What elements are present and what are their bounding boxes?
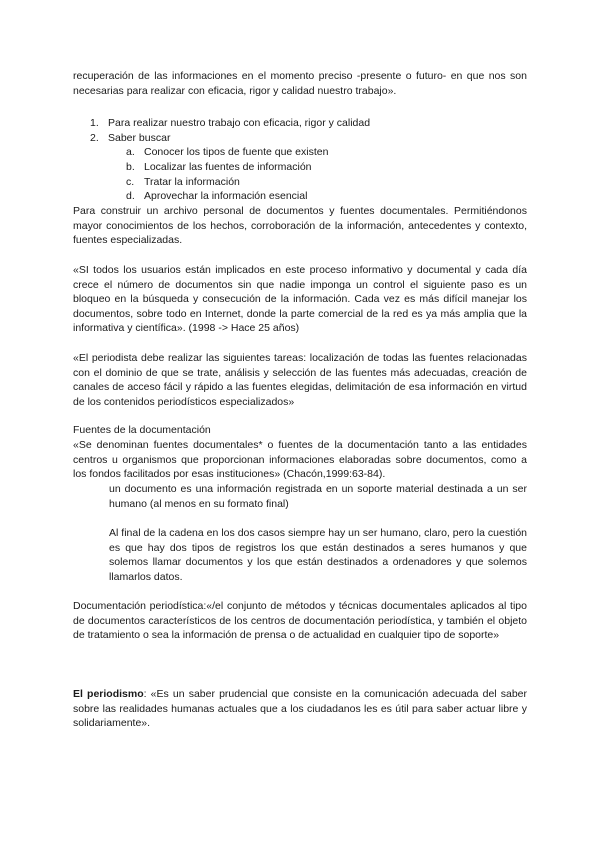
sublist-text: Tratar la información xyxy=(144,176,240,188)
list-number: 2. xyxy=(90,132,99,144)
periodista-quote: «El periodista debe realizar las siguientes tareas: localización de todas las fuentes relacionadas con el dominio de que se trate, análisis y selección de las fuentes más adecuadas, creación de canales de acceso fácil y rápido a las fuentes elegidas, delimitación de esa información en virtud de los contenidos periodísticos especializados» xyxy=(73,352,527,408)
cadena-note: Al final de la cadena en los dos casos siempre hay un ser humano, claro, pero la cuestión es que hay dos tipos de registros los que están destinados a seres humanos y que solemos llamar documentos y los que están destinados a ordenadores y que solemos llamarlos datos. xyxy=(109,527,527,583)
sublist-letter: d. xyxy=(126,190,135,202)
list-item xyxy=(90,131,170,146)
sublist-letter: b. xyxy=(126,161,135,173)
list-item xyxy=(90,116,370,131)
sublist-item xyxy=(126,160,312,175)
sublist-item xyxy=(126,189,307,204)
fuentes-heading: Fuentes de la documentación xyxy=(73,424,211,436)
sublist-text: Conocer los tipos de fuente que existen xyxy=(144,146,329,158)
sublist-item xyxy=(126,145,328,160)
usuarios-quote: «SI todos los usuarios están implicados en este proceso informativo y documental y cada día crece el número de documentos sin que nadie imponga un control el siguiente paso es un bloqueo en la búsqueda y consecución de la información. Cada vez es más difícil manejar los documentos, sobre todo en Internet, donde la parte comercial de la red es ya más amplia que la informativa y científica». (1998 -> Hace 25 años) xyxy=(73,264,527,334)
archivo-paragraph: Para construir un archivo personal de documentos y fuentes documentales. Permitiéndonos mayor conocimientos de los hechos, corroboración de la información, antecedentes y contexto, fuentes especializadas. xyxy=(73,205,527,246)
intro-paragraph: recuperación de las informaciones en el momento preciso -presente o futuro- en que nos son necesarias para realizar con eficacia, rigor y calidad nuestro trabajo». xyxy=(73,70,527,97)
doc-periodistica-paragraph: Documentación periodística:«/el conjunto de métodos y técnicas documentales aplicados al tipo de documentos característicos de los centros de documentación periodística, y también el objeto de tratamiento o sea la información de prensa o de actualidad en cualquier tipo de soporte» xyxy=(73,600,527,641)
list-text: Saber buscar xyxy=(108,132,171,144)
documento-note: un documento es una información registrada en un soporte material destinada a un ser humano (al menos en su formato final) xyxy=(109,483,527,510)
list-text: Para realizar nuestro trabajo con eficacia, rigor y calidad xyxy=(108,117,371,129)
sublist-letter: a. xyxy=(126,146,135,158)
periodismo-definition: : «Es un saber prudencial que consiste en la comunicación adecuada del saber sobre las realidades humanas actuales que a los ciudadanos les es útil para saber actuar libre y solidariamente». xyxy=(73,688,527,729)
sublist-text: Aprovechar la información esencial xyxy=(144,190,308,202)
fuentes-quote: «Se denominan fuentes documentales* o fuentes de la documentación tanto a las entidades centros u organismos que proporcionan informaciones elaboradas sobre documentos, como a los fondos facilitados por esas instituciones» (Chacón,1999:63-84). xyxy=(73,439,527,480)
list-number: 1. xyxy=(90,117,99,129)
periodismo-paragraph xyxy=(73,687,527,731)
sublist-text: Localizar las fuentes de información xyxy=(144,161,312,173)
sublist-item xyxy=(126,175,240,190)
sublist-letter: c. xyxy=(126,176,135,188)
periodismo-term: El periodismo xyxy=(73,688,144,700)
